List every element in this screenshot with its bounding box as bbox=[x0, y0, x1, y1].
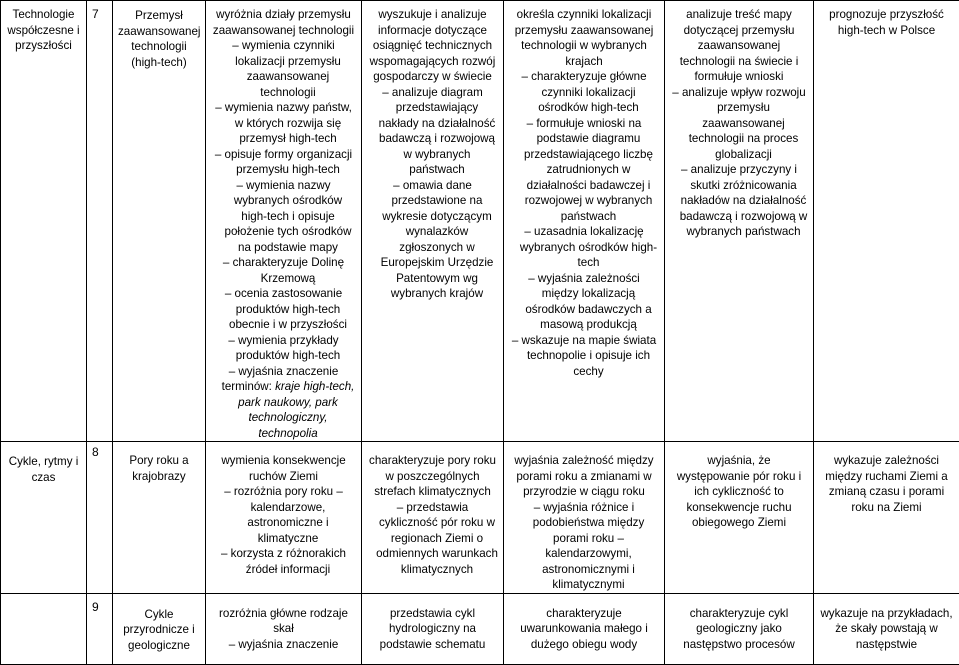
requirement-text: analizuje wpływ rozwoju przemysłu zaawansowanej technologii na proces globalizacji bbox=[682, 86, 806, 161]
requirements-cell bbox=[362, 1, 504, 442]
requirement-text: wyjaśnia zależność między porami roku a zmianami w przyrodzie w ciągu roku bbox=[514, 454, 653, 498]
requirement-item bbox=[211, 484, 356, 546]
requirement-item bbox=[819, 606, 954, 653]
requirement-text: wykazuje na przykładach, że skały powstają w następstwie bbox=[820, 607, 952, 651]
table-row bbox=[1, 442, 959, 594]
requirements-cell bbox=[665, 593, 814, 664]
requirement-item bbox=[670, 7, 808, 85]
requirement-item bbox=[367, 500, 498, 578]
topic-cell bbox=[1, 442, 87, 594]
requirement-item bbox=[509, 606, 659, 653]
topic-cell bbox=[1, 593, 87, 664]
requirements-cell bbox=[504, 593, 665, 664]
requirement-item bbox=[819, 7, 954, 38]
requirements-cell bbox=[206, 593, 362, 664]
requirement-text: ocenia zastosowanie produktów high-tech obecnie i w przyszłości bbox=[229, 287, 347, 331]
requirement-text: przedstawia cykl hydrologiczny na podstawie schematu bbox=[380, 607, 486, 651]
requirement-text: rozróżnia pory roku – kalendarzowe, astronomiczne i klimatyczne bbox=[234, 485, 343, 545]
requirement-item bbox=[211, 100, 356, 147]
requirement-text: opisuje formy organizacji przemysłu high-tech bbox=[225, 148, 353, 177]
requirements-cell bbox=[814, 593, 959, 664]
requirement-item bbox=[211, 178, 356, 256]
requirement-item bbox=[509, 116, 659, 225]
lesson-title-cell bbox=[113, 593, 206, 664]
requirement-item bbox=[367, 453, 498, 500]
requirement-item bbox=[211, 606, 356, 637]
requirement-terms: kraje high-tech, park naukowy, park technologiczny, technopolia bbox=[238, 380, 354, 440]
requirement-text: wyjaśnia znaczenie bbox=[238, 638, 338, 651]
requirement-item bbox=[211, 333, 356, 364]
lesson-number: 9 bbox=[92, 600, 99, 614]
requirement-text: formułuje wnioski na podstawie diagramu przedstawiającego liczbę zatrudnionych w działalności badawczej i rozwojowej w wybranych państwach bbox=[524, 117, 653, 223]
lesson-title: Przemysł zaawansowanej technologii (high-tech) bbox=[118, 9, 201, 69]
requirements-cell bbox=[665, 1, 814, 442]
requirement-item bbox=[509, 500, 659, 593]
requirement-text: wyjaśnia znaczenie terminów: bbox=[222, 365, 339, 394]
requirement-text: wyszukuje i analizuje informacje dotyczące osiągnięć technicznych wspomagających rozwój gospodarczy w świecie bbox=[370, 8, 496, 83]
requirement-item bbox=[211, 286, 356, 333]
lesson-title-cell bbox=[113, 1, 206, 442]
table-row bbox=[1, 1, 959, 442]
requirement-item bbox=[670, 606, 808, 653]
requirements-cell bbox=[814, 442, 959, 594]
requirement-item bbox=[211, 637, 356, 653]
lesson-title-cell bbox=[113, 442, 206, 594]
lesson-title: Pory roku a krajobrazy bbox=[129, 454, 188, 483]
requirement-item bbox=[367, 606, 498, 653]
requirement-text: analizuje treść mapy dotyczącej przemysłu zaawansowanej technologii na świecie i formułuje wnioski bbox=[680, 8, 799, 83]
requirement-item bbox=[211, 38, 356, 100]
requirement-item bbox=[670, 85, 808, 163]
requirement-text: przedstawia cykliczność pór roku w regionach Ziemi o odmiennych warunkach klimatycznych bbox=[376, 501, 498, 576]
requirement-item bbox=[670, 453, 808, 531]
requirement-text: charakteryzuje cykl geologiczny jako następstwo procesów bbox=[683, 607, 795, 651]
requirement-text: wymienia nazwy wybranych ośrodków high-tech i opisuje położenie tych ośrodków na podstawie mapy bbox=[225, 179, 352, 254]
topic-text: Technologie współczesne i przyszłości bbox=[7, 8, 79, 52]
requirement-item bbox=[509, 333, 659, 380]
lesson-number-cell bbox=[87, 442, 113, 594]
requirement-item bbox=[509, 224, 659, 271]
requirements-cell bbox=[362, 593, 504, 664]
requirement-text: wymienia czynniki lokalizacji przemysłu zaawansowanej technologii bbox=[235, 39, 341, 99]
requirement-item bbox=[509, 69, 659, 116]
lesson-title: Cykle przyrodnicze i geologiczne bbox=[123, 608, 195, 652]
requirement-text: rozróżnia główne rodzaje skał bbox=[219, 607, 348, 636]
table-row bbox=[1, 593, 959, 664]
requirement-text: wskazuje na mapie świata technopolie i opisuje ich cechy bbox=[521, 334, 656, 378]
requirements-cell bbox=[206, 1, 362, 442]
topic-cell bbox=[1, 1, 87, 442]
requirement-item bbox=[211, 7, 356, 38]
requirement-text: analizuje przyczyny i skutki zróżnicowania nakładów na działalność badawczą i rozwojową w wybranych państwach bbox=[680, 163, 808, 238]
requirements-cell bbox=[665, 442, 814, 594]
requirement-text: charakteryzuje uwarunkowania małego i dużego obiegu wody bbox=[520, 607, 648, 651]
requirement-text: wyjaśnia różnice i podobieństwa między porami roku – kalendarzowymi, astronomicznymi i klimatycznymi bbox=[533, 501, 645, 592]
requirements-cell bbox=[814, 1, 959, 442]
requirement-text: korzysta z różnorakich źródeł informacji bbox=[231, 547, 346, 576]
requirement-item bbox=[367, 85, 498, 178]
requirement-text: omawia dane przedstawione na wykresie dotyczącym wynalazków zgłoszonych w Europejskim Urzędzie Patentowym wg wybranych krajów bbox=[381, 179, 494, 301]
requirement-item bbox=[211, 255, 356, 286]
requirements-cell bbox=[362, 442, 504, 594]
lesson-number-cell bbox=[87, 593, 113, 664]
topic-text: Cykle, rytmy i czas bbox=[9, 455, 79, 484]
requirement-text: charakteryzuje pory roku w poszczególnych strefach klimatycznych bbox=[369, 454, 496, 498]
requirements-cell bbox=[504, 1, 665, 442]
requirement-item bbox=[211, 546, 356, 577]
requirement-text: wykazuje zależności między ruchami Ziemi a zmianą czasu i porami roku na Ziemi bbox=[825, 454, 947, 514]
requirement-text: wyjaśnia, że występowanie pór roku i ich cykliczność to konsekwencje ruchu obiegowego Ziemi bbox=[677, 454, 801, 529]
requirement-text: charakteryzuje główne czynniki lokalizacji ośrodków high-tech bbox=[531, 70, 646, 114]
requirement-text: wymienia przykłady produktów high-tech bbox=[236, 334, 340, 363]
lesson-number-cell bbox=[87, 1, 113, 442]
requirement-text: uzasadnia lokalizację wybranych ośrodków high-tech bbox=[520, 225, 657, 269]
requirement-item bbox=[670, 162, 808, 240]
requirement-text: określa czynniki lokalizacji przemysłu zaawansowanej technologii w wybranych krajach bbox=[515, 8, 654, 68]
requirement-text: wymienia konsekwencje ruchów Ziemi bbox=[221, 454, 345, 483]
requirement-item bbox=[367, 7, 498, 85]
requirement-text: wyjaśnia zależności między lokalizacją ośrodków badawczych a masową produkcją bbox=[525, 272, 651, 332]
requirement-text: analizuje diagram przedstawiający nakłady na działalność badawczą i rozwojową w wybranych państwach bbox=[379, 86, 496, 177]
requirement-item bbox=[211, 364, 356, 442]
requirements-cell bbox=[504, 442, 665, 594]
requirement-item bbox=[509, 453, 659, 500]
requirement-item bbox=[367, 178, 498, 302]
requirement-item bbox=[509, 7, 659, 69]
requirement-text: wymienia nazwy państw, w których rozwija się przemysł high-tech bbox=[225, 101, 352, 145]
requirement-text: prognozuje przyszłość high-tech w Polsce bbox=[829, 8, 944, 37]
requirement-item bbox=[211, 147, 356, 178]
requirement-item bbox=[819, 453, 954, 515]
requirement-item bbox=[509, 271, 659, 333]
lesson-number: 7 bbox=[92, 7, 99, 21]
requirements-cell bbox=[206, 442, 362, 594]
requirement-text: wyróżnia działy przemysłu zaawansowanej technologii bbox=[213, 8, 354, 37]
lesson-number: 8 bbox=[92, 445, 99, 459]
requirement-item bbox=[211, 453, 356, 484]
requirement-text: charakteryzuje Dolinę Krzemową bbox=[233, 256, 344, 285]
